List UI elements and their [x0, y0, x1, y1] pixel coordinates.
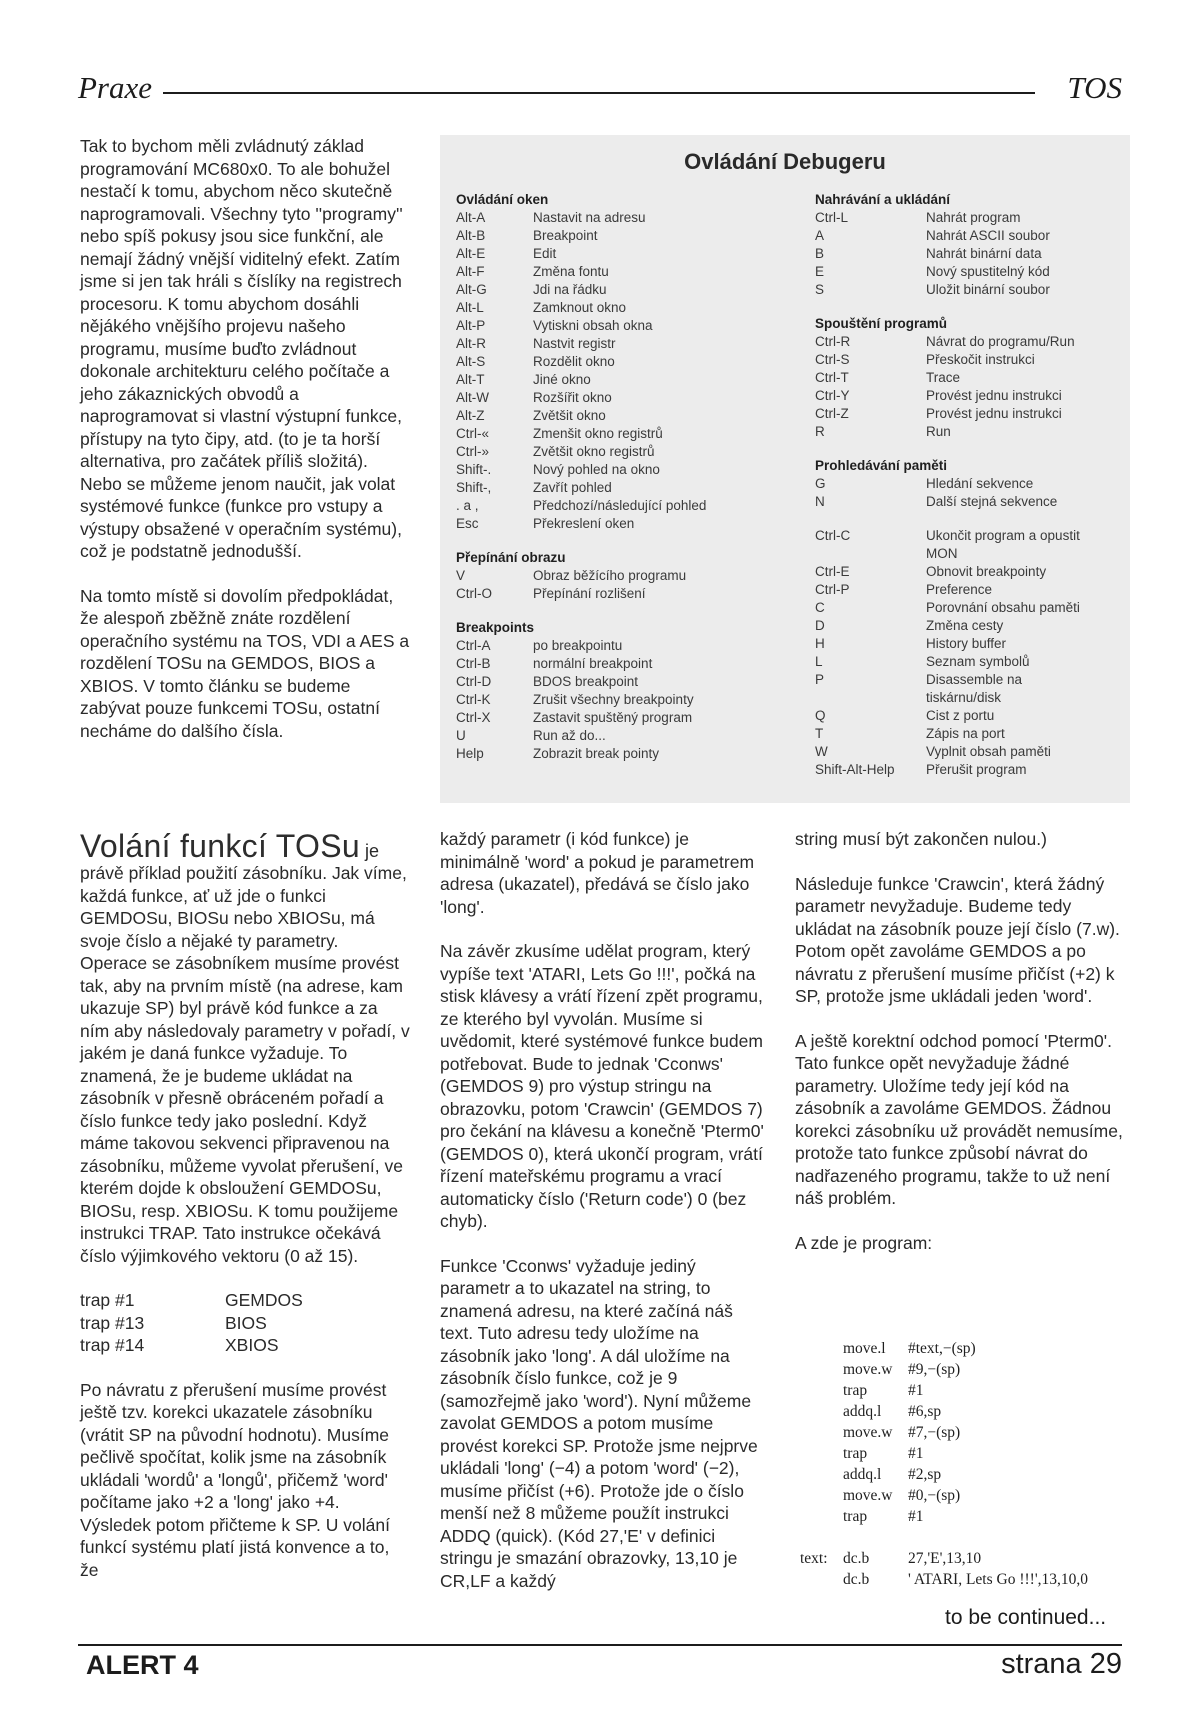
shortcut-key: Help — [456, 746, 484, 761]
shortcut-row — [815, 725, 1125, 743]
code-label — [800, 1527, 843, 1548]
shortcut-action: Předchozí/následující pohled — [533, 498, 707, 513]
shortcut-key: Alt-L — [456, 300, 484, 315]
shortcut-key: Ctrl-Z — [815, 406, 849, 421]
shortcut-row — [456, 299, 786, 317]
code-arg: 27,'E',13,10 — [908, 1550, 982, 1567]
shortcut-key: . a , — [456, 498, 479, 513]
shortcut-action: Nastavit na adresu — [533, 210, 646, 225]
to-be-continued: to be continued... — [945, 1606, 1107, 1629]
shortcut-row — [815, 707, 1125, 725]
shortcut-row — [456, 407, 786, 425]
shortcut-row — [456, 585, 786, 603]
header-rule — [163, 92, 1035, 94]
shortcut-row — [815, 475, 1125, 493]
code-label — [800, 1569, 843, 1590]
shortcut-key: G — [815, 476, 826, 491]
shortcut-action: Návrat do programu/Run — [926, 334, 1075, 349]
shortcut-key: D — [815, 618, 825, 633]
shortcut-action: Disassemble na — [926, 672, 1023, 687]
shortcut-key: T — [815, 726, 824, 741]
shortcut-action: Další stejná sekvence — [926, 494, 1058, 509]
shortcut-row — [456, 479, 786, 497]
code-op: addq.l — [843, 1466, 882, 1483]
code-line — [800, 1548, 1088, 1569]
shortcut-row — [456, 461, 786, 479]
shortcut-key: Ctrl-Y — [815, 388, 850, 403]
code-line — [800, 1443, 1088, 1464]
shortcut-key: C — [815, 600, 825, 615]
code-arg: #0,−(sp) — [908, 1487, 961, 1504]
shortcut-key: N — [815, 494, 825, 509]
code-arg: #text,−(sp) — [908, 1340, 976, 1357]
shortcut-action: Nastvit registr — [533, 336, 616, 351]
shortcut-action: Provést jednu instrukci — [926, 406, 1062, 421]
code-line — [800, 1485, 1088, 1506]
shortcut-key: Ctrl-C — [815, 528, 851, 543]
shortcut-action: Přerušit program — [926, 762, 1027, 777]
shortcut-row — [456, 637, 786, 655]
shortcut-action: Zobrazit break pointy — [533, 746, 660, 761]
group-spacer — [815, 441, 1125, 457]
trap-name: BIOS — [225, 1312, 267, 1333]
trap-row — [80, 1289, 410, 1312]
code-label: text: — [800, 1550, 828, 1567]
shortcut-action: Run až do... — [533, 728, 606, 743]
shortcut-row — [456, 281, 786, 299]
shortcut-row — [456, 567, 786, 585]
shortcut-key: V — [456, 568, 466, 583]
shortcut-key: Alt-Z — [456, 408, 485, 423]
shortcut-row — [815, 545, 1125, 563]
code-op — [843, 1527, 908, 1548]
shortcut-action: Přepínání rozlišení — [533, 586, 646, 601]
code-label — [800, 1443, 843, 1464]
shortcut-action: MON — [926, 546, 958, 561]
code-arg: #1 — [908, 1508, 924, 1525]
shortcut-action: Preference — [926, 582, 993, 597]
shortcut-key: Ctrl-R — [815, 334, 851, 349]
shortcut-action: normální breakpoint — [533, 656, 653, 671]
sidebar-group-heading: Ovládání oken — [456, 192, 549, 207]
code-label — [800, 1485, 843, 1506]
trap-cmd: trap #14 — [80, 1335, 145, 1355]
shortcut-action: Zastavit spuštěný program — [533, 710, 693, 725]
code-arg: #9,−(sp) — [908, 1361, 961, 1378]
shortcut-row — [815, 527, 1125, 545]
shortcut-key: Shift-, — [456, 480, 492, 495]
shortcut-key: S — [815, 282, 825, 297]
code-op: dc.b — [843, 1571, 870, 1588]
shortcut-action: Nový pohled na okno — [533, 462, 660, 477]
shortcut-key: L — [815, 654, 823, 669]
shortcut-key: Ctrl-P — [815, 582, 850, 597]
section-heading — [80, 828, 410, 865]
shortcut-row — [815, 387, 1125, 405]
shortcut-key: Ctrl-» — [456, 444, 489, 459]
code-op: move.w — [843, 1487, 893, 1504]
code-op: dc.b — [843, 1550, 870, 1567]
shortcut-row — [456, 655, 786, 673]
shortcut-key: Alt-S — [456, 354, 486, 369]
shortcut-key: A — [815, 228, 825, 243]
sidebar-title: Ovládání Debugeru — [684, 149, 886, 174]
group-spacer — [815, 299, 1125, 315]
shortcut-action: Trace — [926, 370, 961, 385]
shortcut-row — [456, 425, 786, 443]
shortcut-key: Ctrl-L — [815, 210, 848, 225]
shortcut-row — [815, 581, 1125, 599]
code-listing — [800, 1338, 1088, 1590]
trap-row — [80, 1334, 410, 1357]
shortcut-action: Překreslení oken — [533, 516, 635, 531]
trap-cmd: trap #13 — [80, 1312, 145, 1333]
shortcut-action: Jiné okno — [533, 372, 591, 387]
code-arg: #1 — [908, 1382, 924, 1399]
article-left-column — [80, 862, 410, 1603]
shortcut-key: U — [456, 728, 466, 743]
shortcut-key: R — [815, 424, 825, 439]
shortcut-action: Ukončit program a opustit — [926, 528, 1080, 543]
shortcut-action: History buffer — [926, 636, 1007, 651]
running-head-topic: TOS — [1067, 70, 1122, 105]
shortcut-row — [456, 263, 786, 281]
shortcut-action: Nahrát ASCII soubor — [926, 228, 1050, 243]
shortcut-row — [815, 689, 1125, 707]
code-line — [800, 1422, 1088, 1443]
shortcut-row — [456, 389, 786, 407]
shortcut-key: Alt-E — [456, 246, 486, 261]
page-number: strana 29 — [1001, 1648, 1122, 1680]
shortcut-action: BDOS breakpoint — [533, 674, 639, 689]
shortcut-action: po breakpointu — [533, 638, 623, 653]
shortcut-action: Zmenšit okno registrů — [533, 426, 663, 441]
shortcut-action: Nahrát binární data — [926, 246, 1042, 261]
shortcut-action: Jdi na řádku — [533, 282, 607, 297]
shortcut-row — [815, 761, 1125, 779]
shortcut-row — [815, 333, 1125, 351]
shortcut-action: Změna cesty — [926, 618, 1004, 633]
shortcut-action: Změna fontu — [533, 264, 609, 279]
code-op: trap — [843, 1445, 868, 1462]
code-arg: ' ATARI, Lets Go !!!',13,10,0 — [908, 1571, 1088, 1588]
code-label — [800, 1359, 843, 1380]
sidebar-right-column — [815, 191, 1125, 779]
shortcut-row — [815, 671, 1125, 689]
sidebar-group-heading: Prohledávání paměti — [815, 458, 948, 473]
shortcut-row — [815, 245, 1125, 263]
shortcut-row — [456, 515, 786, 533]
debugger-sidebar — [440, 135, 1130, 803]
shortcut-row — [815, 369, 1125, 387]
magazine-issue: ALERT 4 — [86, 1650, 199, 1680]
shortcut-action: Zavřít pohled — [533, 480, 612, 495]
trap-name: GEMDOS — [225, 1290, 303, 1310]
trap-cmd: trap #1 — [80, 1290, 135, 1310]
code-arg: #7,−(sp) — [908, 1424, 961, 1441]
sidebar-group-heading: Breakpoints — [456, 620, 535, 635]
shortcut-key: Alt-T — [456, 372, 485, 387]
section-title-tail: je — [359, 841, 379, 861]
shortcut-action: Nahrát program — [926, 210, 1021, 225]
shortcut-row — [815, 493, 1125, 511]
code-op: trap — [843, 1382, 868, 1399]
shortcut-row — [815, 599, 1125, 617]
sidebar-group-heading: Spouštění programů — [815, 316, 948, 331]
paragraph: Na závěr zkusíme udělat program, který vypíše text 'ATARI, Lets Go !!!', počká na stisk klávesy a vrátí řízení zpět programu, ze kterého byl vyvolán. Musíme si uvědomit, které systémové funkce budem potřebovat. Bude to jednak 'Cconws' (GEMDOS 9) pro výstup stringu na obrazovku, potom 'Crawcin' (GEMDOS 7) pro čekání na klávesu a konečně 'Pterm0' (GEMDOS 0), která ukončí program, vrátí řízení mateřskému programu a vrací automaticky číslo ('Return code') 0 (bez chyb). — [440, 941, 764, 1231]
paragraph: právě příklad použití zásobníku. Jak víme, každá funkce, ať už jde o funkci GEMDOSu, BIOSu nebo XBIOSu, má svoje číslo a nějaké ty parametry. Operace se zásobníkem musíme provést tak, aby na prvním místě (na adrese, kam ukazuje SP) byl právě kód funkce a za ním aby následovaly parametry v pořadí, v jakém je daná funkce vyžaduje. To znamená, že je budeme ukládat na zásobník v přesně obráceném pořadí a číslo funkce tedy jako poslední. Když máme takovou sekvenci připravenou na zásobníku, můžeme vyvolat přerušení, ve kterém dojde k obsloužení GEMDOSu, BIOSu, resp. XBIOSu. K tomu použijeme instrukci TRAP. Tato instrukce očekává číslo výjimkového vektoru (0 až 15). — [80, 863, 410, 1266]
shortcut-key: Alt-B — [456, 228, 486, 243]
shortcut-key: B — [815, 246, 825, 261]
shortcut-row — [815, 405, 1125, 423]
paragraph: Následuje funkce 'Crawcin', která žádný parametr nevyžaduje. Budeme tedy ukládat na zásobník pouze její číslo (7.w). Potom opět zavoláme GEMDOS a po návratu z přerušení musíme přičíst (+2) k SP, protože jsme ukládali jeden 'word'. — [795, 873, 1120, 1006]
shortcut-row — [456, 745, 786, 763]
shortcut-key: Alt-G — [456, 282, 487, 297]
shortcut-action: Vyplnit obsah paměti — [926, 744, 1051, 759]
code-line — [800, 1527, 1088, 1548]
shortcut-key: Ctrl-O — [456, 586, 492, 601]
shortcut-action: Rozdělit okno — [533, 354, 615, 369]
shortcut-key: Alt-R — [456, 336, 486, 351]
shortcut-row — [456, 691, 786, 709]
shortcut-key: Ctrl-X — [456, 710, 491, 725]
shortcut-row — [456, 709, 786, 727]
shortcut-action: Seznam symbolů — [926, 654, 1030, 669]
footer-rule — [78, 1644, 1122, 1646]
shortcut-row — [815, 351, 1125, 369]
shortcut-key: Shift-Alt-Help — [815, 762, 895, 777]
shortcut-key: Alt-F — [456, 264, 485, 279]
shortcut-row — [456, 497, 786, 515]
shortcut-action: Cist z portu — [926, 708, 995, 723]
shortcut-action: Run — [926, 424, 951, 439]
code-label — [800, 1380, 843, 1401]
shortcut-key: Ctrl-« — [456, 426, 489, 441]
paragraph: A ještě korektní odchod pomocí 'Pterm0'. Tato funkce opět nevyžaduje žádné parametry. Uložíme tedy její kód na zásobník a zavoláme GEMDOS. Žádnou korekci zásobníku už provádět nemusíme, protože tato funkce způsobí návrat do nadřazeného programu, takže to už není náš problém. — [795, 1030, 1123, 1208]
paragraph: Po návratu z přerušení musíme provést ještě tzv. korekci ukazatele zásobníku (vrátit SP na původní hodnotu). Musíme pečlivě spočítat, kolik jsme na zásobník ukládali 'wordů' a 'longů', přičemž 'word' počítame jako +2 a 'long' jako +4. Výsledek potom přičteme k SP. U volání funkcí systému platí jistá konvence a to, že — [80, 1379, 390, 1580]
shortcut-key: Ctrl-K — [456, 692, 491, 707]
article-right-column — [795, 828, 1125, 1276]
shortcut-action: Zvětšit okno registrů — [533, 444, 655, 459]
shortcut-row — [456, 673, 786, 691]
shortcut-action: Vytiskni obsah okna — [533, 318, 653, 333]
sidebar-left-column — [456, 191, 786, 763]
code-label — [800, 1506, 843, 1527]
paragraph: každý parametr (i kód funkce) je minimálně 'word' a pokud je parametrem adresa (ukazatel), předává se číslo jako 'long'. — [440, 829, 755, 917]
shortcut-action: Obnovit breakpointy — [926, 564, 1047, 579]
shortcut-row — [815, 563, 1125, 581]
shortcut-row — [456, 443, 786, 461]
shortcut-key: Ctrl-B — [456, 656, 491, 671]
shortcut-row — [815, 209, 1125, 227]
code-label — [800, 1422, 843, 1443]
shortcut-row — [456, 245, 786, 263]
article-middle-column — [440, 828, 770, 1614]
shortcut-action: Provést jednu instrukci — [926, 388, 1062, 403]
group-spacer — [456, 533, 786, 549]
shortcut-action: Zrušit všechny breakpointy — [533, 692, 694, 707]
shortcut-key: Alt-P — [456, 318, 486, 333]
code-label — [800, 1401, 843, 1422]
shortcut-row — [456, 727, 786, 745]
sidebar-group-heading: Nahrávání a ukládání — [815, 192, 951, 207]
paragraph: string musí být zakončen nulou.) — [795, 829, 1047, 849]
shortcut-row — [456, 353, 786, 371]
shortcut-action: Breakpoint — [533, 228, 598, 243]
code-line — [800, 1506, 1088, 1527]
shortcut-key: Q — [815, 708, 826, 723]
shortcut-row — [815, 635, 1125, 653]
shortcut-row — [815, 743, 1125, 761]
code-line — [800, 1401, 1088, 1422]
shortcut-action: Přeskočit instrukci — [926, 352, 1035, 367]
code-op: move.w — [843, 1424, 893, 1441]
group-spacer — [456, 603, 786, 619]
shortcut-key: H — [815, 636, 825, 651]
shortcut-row — [456, 371, 786, 389]
shortcut-key — [815, 689, 926, 707]
shortcut-action: tiskárnu/disk — [926, 690, 1002, 705]
shortcut-key — [815, 545, 926, 563]
shortcut-row — [815, 653, 1125, 671]
shortcut-action: Hledání sekvence — [926, 476, 1034, 491]
group-spacer — [815, 511, 1125, 527]
code-arg: #2,sp — [908, 1466, 942, 1483]
shortcut-row — [456, 335, 786, 353]
paragraph: Tak to bychom měli zvládnutý základ programování MC680x0. To ale bohužel nestačí k tomu, abychom něco skutečně naprogramovali. Všechny tyto ''programy'' nebo spíš pokusy jsou sice funkční, ale nemají žádný vnější viditelný efekt. Zatím jsme si jen tak hráli s číslíky na registrech procesoru. K tomu abychom dosáhli nějákého vnějšího projevu našeho programu, musíme buďto zvládnout dokonale architekturu celého počítače a jeho zákaznických obvodů a naprogramovat si vlastní výstupní funkce, přístupy na tyto čipy, atd. (to je ta horší alternativa, pro začátek příliš složitá). Nebo se můžeme jenom naučit, jak volat systémové funkce (funkce pro vstupy a výstupy obsažené v operačním systému), což je podstatně jednodušší. — [80, 136, 403, 561]
code-op: trap — [843, 1508, 868, 1525]
code-line — [800, 1464, 1088, 1485]
shortcut-key: P — [815, 672, 825, 687]
code-label — [800, 1464, 843, 1485]
shortcut-key: Ctrl-D — [456, 674, 492, 689]
shortcut-row — [456, 227, 786, 245]
shortcut-key: Alt-W — [456, 390, 489, 405]
code-line — [800, 1380, 1088, 1401]
shortcut-key: Ctrl-S — [815, 352, 850, 367]
shortcut-key: Ctrl-E — [815, 564, 850, 579]
trap-name: XBIOS — [225, 1335, 279, 1355]
shortcut-row — [456, 209, 786, 227]
code-line — [800, 1338, 1088, 1359]
paragraph: Funkce 'Cconws' vyžaduje jediný parametr a to ukazatel na string, to znamená adresu, na které začíná náš text. Tuto adresu tedy uložíme na zásobník jako 'long'. A dál uložíme na zásobník číslo funkce, což je 9 (samozřejmě jako 'word'). Nyní můžeme zavolat GEMDOS a potom musíme provést korekci SP. Protože jsme nejprve ukládali 'long' (−4) a potom 'word' (−2), musíme přičíst (+6). Protože jde o číslo menší než 8 můžeme použít instrukci ADDQ (quick). (Kód 27,'E' v definici stringu je smazání obrazovky, 13,10 je CR,LF a každý — [440, 1255, 758, 1591]
shortcut-action: Zápis na port — [926, 726, 1005, 741]
shortcut-action: Porovnání obsahu paměti — [926, 600, 1080, 615]
code-op: move.l — [843, 1340, 886, 1357]
shortcut-key: Ctrl-A — [456, 638, 491, 653]
shortcut-key: Alt-A — [456, 210, 486, 225]
code-arg: #1 — [908, 1445, 924, 1462]
code-line — [800, 1359, 1088, 1380]
trap-table — [80, 1289, 410, 1357]
code-label — [800, 1338, 843, 1359]
shortcut-key: Esc — [456, 516, 479, 531]
shortcut-action: Nový spustitelný kód — [926, 264, 1050, 279]
shortcut-row — [815, 617, 1125, 635]
sidebar-group-heading: Přepínání obrazu — [456, 550, 566, 565]
shortcut-row — [815, 281, 1125, 299]
article-intro — [80, 135, 410, 764]
code-op: move.w — [843, 1361, 893, 1378]
shortcut-key: Ctrl-T — [815, 370, 849, 385]
trap-row — [80, 1312, 410, 1335]
paragraph: Na tomto místě si dovolím předpokládat, že alespoň zběžně znáte rozdělení operačního systému na TOS, VDI a AES a rozdělení TOSu na GEMDOS, BIOS a XBIOS. V tomto článku se budeme zabývat pouze funkcemi TOSu, ostatní necháme do dalšího čísla. — [80, 585, 410, 741]
shortcut-row — [456, 317, 786, 335]
shortcut-key: E — [815, 264, 825, 279]
shortcut-action: Obraz běžícího programu — [533, 568, 687, 583]
shortcut-action: Edit — [533, 246, 557, 261]
shortcut-row — [815, 227, 1125, 245]
running-head-section: Praxe — [78, 70, 153, 105]
code-arg: #6,sp — [908, 1403, 942, 1420]
code-line — [800, 1569, 1088, 1590]
shortcut-row — [815, 263, 1125, 281]
shortcut-action: Zvětšit okno — [533, 408, 606, 423]
code-op: addq.l — [843, 1403, 882, 1420]
shortcut-action: Uložit binární soubor — [926, 282, 1050, 297]
shortcut-action: Zamknout okno — [533, 300, 627, 315]
shortcut-key: Shift-. — [456, 462, 492, 477]
paragraph: A zde je program: — [795, 1232, 933, 1253]
shortcut-key: W — [815, 744, 828, 759]
shortcut-row — [815, 423, 1125, 441]
section-title: Volání funkcí TOSu — [80, 828, 360, 864]
shortcut-action: Rozšířit okno — [533, 390, 612, 405]
